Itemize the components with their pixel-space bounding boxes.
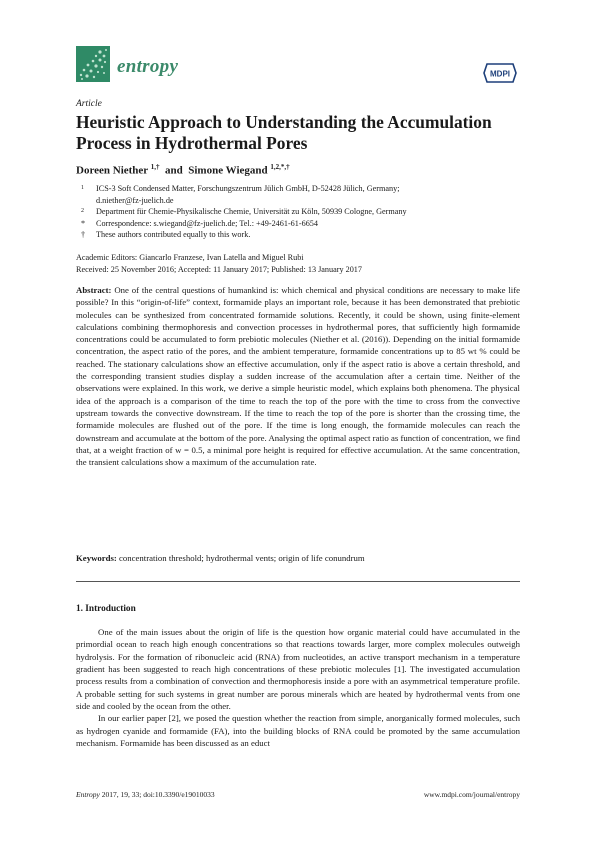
affiliation-row [76,218,516,230]
author-name: Doreen Niether [76,164,148,177]
affiliation-row [76,229,516,241]
keywords-label: Keywords: [76,553,117,563]
academic-editors: Academic Editors: Giancarlo Franzese, Ivan Latella and Miguel Rubi [76,253,304,262]
article-type: Article [76,99,102,109]
author-marks: 1,2,*,† [270,163,290,171]
journal-name: entropy [117,56,179,77]
author-marks: 1,† [150,163,160,171]
affiliations [76,183,516,241]
keywords [76,553,520,563]
abstract [76,284,520,468]
affiliation-text: These authors contributed equally to this work. [96,230,251,239]
footer-citation-details: 2017, 19, 33; doi:10.3390/e19010033 [99,790,215,799]
correspondence-text[interactable]: Correspondence: s.wiegand@fz-juelich.de; Tel.: +49-2461-61-6654 [96,218,318,228]
affiliation-row [76,195,516,207]
affiliation-row [76,206,516,218]
author-name: Simone Wiegand [188,164,268,177]
abstract-label: Abstract: [76,285,112,295]
author-list [76,163,290,177]
paragraph: In our earlier paper [2], we posed the question whether the reaction from simple, anorganically formed molecules, such as hydrogen cyanide and formamide (FA), into the building blocks of RNA could be promoted by the same accumulation mechanism. Formamide has been discussed as an educt [76,713,520,749]
keywords-text: concentration threshold; hydrothermal vents; origin of life conundrum [119,553,365,563]
footer-journal: Entropy [76,790,100,799]
article-dates [76,252,516,275]
affiliation-mark: 2 [81,208,84,214]
mdpi-logo-text: MDPI [490,69,510,79]
footer-citation [76,790,215,799]
affiliation-mark [76,195,96,207]
section-heading: 1. Introduction [76,604,136,614]
paragraph: One of the main issues about the origin of life is the question how organic material could have accumulated in the primordial ocean to reach high enough concentrations so that reactions towards larger, more complex molecules outweigh hydrolysis. For the formation of ribonucleic acid (RNA) from nucleotides, an active transport mechanism in a temperature gradient has been suggested to reach high concentrations of these prebiotic molecules [1]. The investigated accumulation process results from a combination of convection and thermophoresis inside a pore with an asymmetrical temperature profile. A probable setting for such systems in great number are porous minerals which are heated by hydrothermal vents from one side and cooled by the ocean from the other. [76,627,520,712]
received-dates: Received: 25 November 2016; Accepted: 11 January 2017; Published: 13 January 2017 [76,264,362,274]
article-title: Heuristic Approach to Understanding the Accumulation Process in Hydrothermal Pores [76,112,492,153]
affiliation-row [76,183,516,195]
affiliation-email[interactable]: d.niether@fz-juelich.de [96,195,174,205]
mdpi-logo-icon [483,62,517,84]
journal-logo-icon [76,46,110,82]
affiliation-mark: * [81,218,86,228]
body-text [76,626,520,749]
author-joiner: and [162,164,186,177]
abstract-text: One of the central questions of humankind is: which chemical and physical conditions are necessary to make life possible? In this “origin-of-life” context, formamide plays an important role, because it has been demonstrated that prebiotic molecules can be synthesized from concentrated formamide solutions. Recently, it could be shown, using finite-element calculations combining thermophoresis and convection processes in hydrothermal pores, that sufficiently high formamide concentrations could be accumulated to form prebiotic molecules (Niether et al. (2016)). Depending on the initial formamide concentration, the aspect ratio of the pores, and the ambient temperature, formamide concentrations up to 85 wt % could be reached. The stationary calculations show an effective accumulation, only if the aspect ratio is above a certain threshold, and the corresponding transient studies display a sudden increase of the accumulation after a certain time. Neither of the observations were explained. In this work, we derive a simple heuristic model, which explains both phenomena. The physical idea of the approach is a comparison of the time to reach the top of the pore with the time to cross from the convective upstream towards the convective downstream. If the time to reach the top of the pore is shorter than the crossing time, the formamide molecules are flushed out of the pore. If the time is long enough, the formamide molecules can reach the downstream and accumulate at the bottom of the pore. Analysing the optimal aspect ratio as function of concentration, we find that, at a weight fraction of w = 0.5, a minimal pore height is required for effective accumulation. At the same concentration, the transient calculations show a maximum of the accumulation rate. [76,285,521,468]
affiliation-mark: 1 [81,185,84,191]
affiliation-mark: † [81,230,86,239]
footer-url[interactable]: www.mdpi.com/journal/entropy [423,790,520,799]
affiliation-text: Department für Chemie-Physikalische Chemie, Universität zu Köln, 50939 Cologne, Germany [96,207,407,216]
affiliation-text: ICS-3 Soft Condensed Matter, Forschungszentrum Jülich GmbH, D-52428 Jülich, Germany; [96,184,400,193]
section-divider [76,581,520,582]
